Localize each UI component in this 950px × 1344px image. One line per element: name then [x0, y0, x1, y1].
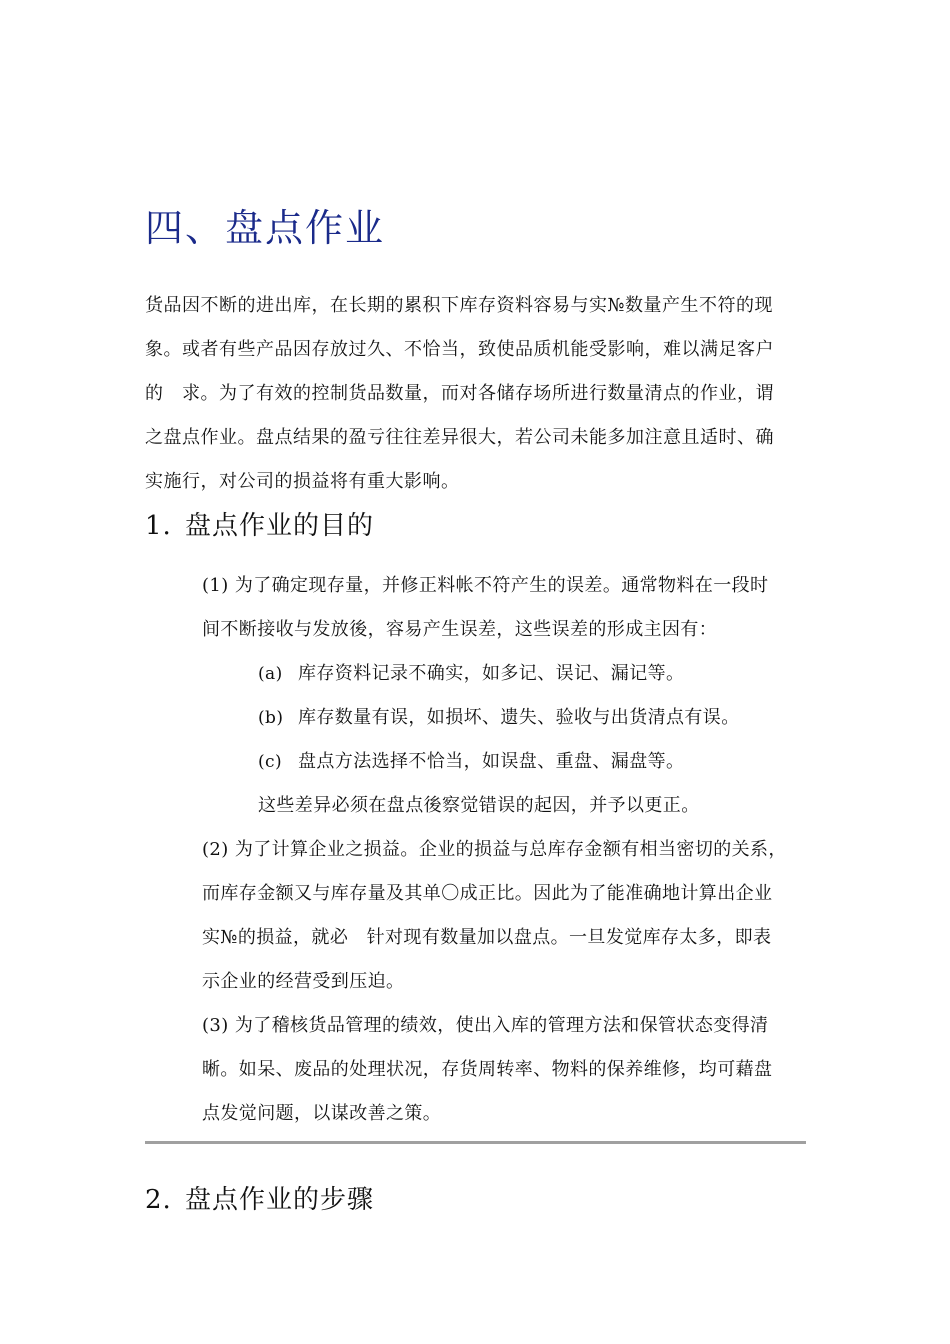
sub-text: 盘点方法选择不恰当，如误盘、重盘、漏盘等。: [298, 751, 685, 772]
intro-line: 实施行，对公司的损益将有重大影响。: [145, 471, 460, 492]
item-1-closing: 这些差异必须在盘点後察觉错误的起因，并予以更正。: [258, 795, 700, 816]
sub-marker: (c): [258, 752, 282, 772]
steps-number: 2.: [145, 1185, 172, 1215]
sub-marker: (a): [258, 664, 283, 684]
item-line: 间不断接收与发放後，容易产生误差，这些误差的形成主因有：: [202, 619, 718, 640]
intro-paragraph: [145, 284, 810, 504]
purpose-number: 1.: [145, 511, 172, 541]
steps-heading: [145, 1180, 374, 1220]
steps-title: 盘点作业的步骤: [185, 1185, 375, 1215]
item-line: (2) 为了计算企业之损益。企业的损益与总库存金额有相当密切的关系，: [202, 839, 787, 860]
intro-line: 的 求。为了有效的控制货品数量，而对各储存场所进行数量清点的作业，谓: [145, 383, 774, 404]
sub-item-c: [258, 740, 684, 784]
item-line: (1) 为了确定现存量，并修正料帐不符产生的误差。通常物料在一段时: [202, 575, 769, 596]
section-title: 四、盘点作业: [145, 206, 386, 250]
intro-line: 货品因不断的进出库，在长期的累积下库存资料容易与实№数量产生不符的现: [145, 295, 774, 316]
sub-item-b: [258, 696, 740, 740]
item-line: 示企业的经营受到压迫。: [202, 971, 405, 992]
item-line: 实№的损益，就必 针对现有数量加以盘点。一旦发觉库存太多，即表: [202, 927, 772, 948]
sub-item-a: [258, 652, 684, 696]
purpose-item-2: [202, 828, 812, 1004]
sub-text: 库存数量有误，如损坏、遗失、验收与出货清点有误。: [298, 707, 740, 728]
purpose-heading: [145, 506, 374, 546]
item-line: (3) 为了稽核货品管理的绩效，使出入库的管理方法和保管状态变得清: [202, 1015, 769, 1036]
purpose-title: 盘点作业的目的: [185, 511, 375, 541]
item-line: 晰。如呆、废品的处理状况，存货周转率、物料的保养维修，均可藉盘: [202, 1059, 773, 1080]
item-line: 点发觉问题，以谋改善之策。: [202, 1103, 442, 1124]
section-divider: [145, 1141, 806, 1144]
sub-text: 库存资料记录不确实，如多记、误记、漏记等。: [298, 663, 685, 684]
purpose-item-3: [202, 1004, 812, 1136]
item-line: 而库存金额又与库存量及其单〇成正比。因此为了能准确地计算出企业: [202, 883, 773, 904]
purpose-item-1: [202, 564, 812, 652]
sub-marker: (b): [258, 708, 284, 728]
intro-line: 象。或者有些产品因存放过久、不恰当，致使品质机能受影响，难以满足客户: [145, 339, 774, 360]
intro-line: 之盘点作业。盘点结果的盈亏往往差异很大，若公司未能多加注意且适时、确: [145, 427, 774, 448]
